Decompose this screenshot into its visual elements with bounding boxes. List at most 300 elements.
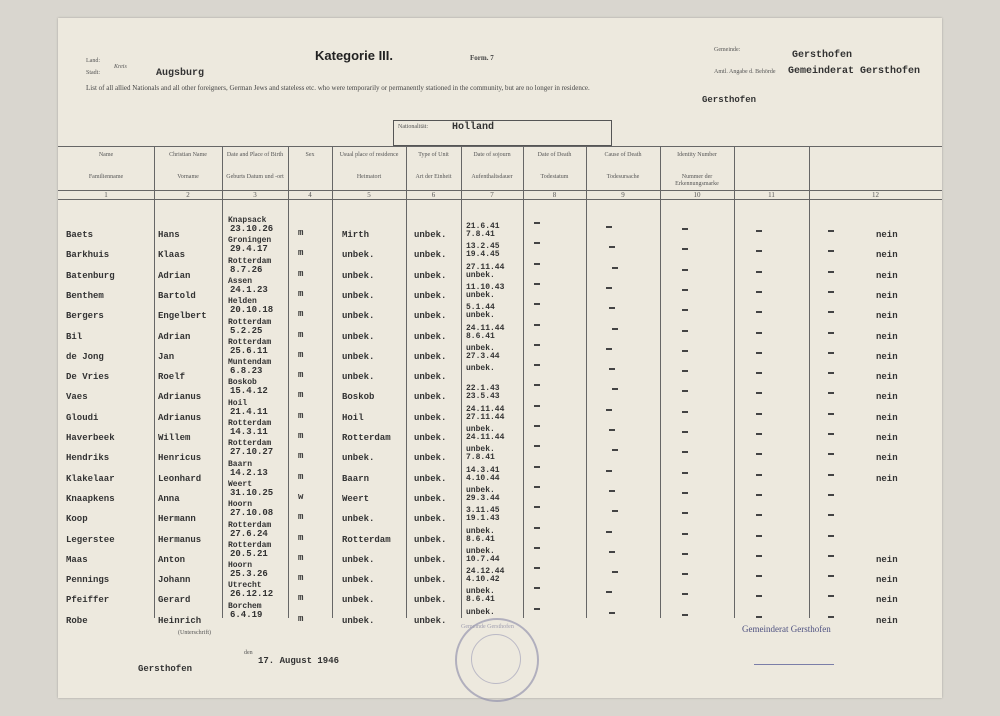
row-sojourn-from: unbek.	[466, 445, 495, 455]
column-header-en: Identity Number	[677, 152, 717, 158]
row-name: De Vries	[66, 372, 110, 383]
dash-mark	[756, 230, 762, 232]
row-residence: Hoil	[342, 412, 364, 423]
row-unit: unbek.	[414, 554, 447, 565]
row-sojourn-to: 19.4.45	[466, 250, 500, 260]
row-vorname: Hermann	[158, 514, 196, 525]
row-birth-date: 27.6.24	[230, 528, 268, 539]
row-sojourn-to: 4.10.42	[466, 575, 500, 585]
row-sex: m	[298, 573, 304, 584]
row-unit: unbek.	[414, 433, 447, 443]
row-sex: m	[298, 329, 304, 340]
dash-mark	[682, 512, 688, 514]
row-residence: Weert	[342, 493, 370, 504]
row-effects: nein	[876, 250, 898, 261]
row-name: Gloudi	[66, 412, 99, 423]
row-sex: m	[298, 390, 304, 401]
column-number: 1	[104, 191, 108, 199]
row-birth-place: Hoorn	[228, 500, 253, 510]
row-birth-date: 6.4.19	[230, 609, 263, 620]
row-name: Robe	[66, 615, 88, 626]
signature-label: Gemeinderat Gersthofen	[742, 624, 831, 634]
column-header-en: Date of sojourn	[473, 152, 511, 158]
row-birth-date: 15.4.12	[230, 386, 268, 397]
dash-mark	[828, 555, 834, 557]
dash-mark	[828, 575, 834, 577]
column-header-en: Type of Unit	[418, 152, 449, 158]
row-residence: unbek.	[342, 270, 375, 281]
row-sex: m	[298, 370, 304, 381]
kreis-label: Kreis	[114, 64, 127, 70]
row-birth-date: 25.3.26	[230, 569, 268, 580]
dash-mark	[828, 352, 834, 354]
row-residence: unbek.	[342, 575, 375, 586]
row-residence: unbek.	[342, 290, 375, 301]
intro-english: List of all allied Nationals and all other foreigners, German Jews and stateless etc. who were temporarily or permanently stationed in the community, but are no longer in residence.	[86, 84, 590, 92]
row-unit: unbek.	[414, 615, 447, 626]
row-birth-date: 14.2.13	[230, 467, 268, 478]
row-sojourn-to: unbek.	[466, 270, 495, 280]
row-sojourn-from: unbek.	[466, 546, 495, 556]
row-residence: unbek.	[342, 514, 375, 525]
row-residence: Rotterdam	[342, 534, 391, 545]
row-sex: m	[298, 593, 304, 604]
row-name: Vaes	[66, 392, 88, 403]
row-sex: m	[298, 410, 304, 421]
dash-mark	[682, 614, 688, 616]
footer-date: 17. August 1946	[258, 656, 340, 666]
dash-mark	[609, 307, 615, 309]
dash-mark	[756, 474, 762, 476]
dash-mark	[682, 593, 688, 595]
row-sojourn-from: 13.2.45	[466, 242, 500, 252]
row-vorname: Jan	[158, 351, 175, 362]
land-label: Land:	[86, 58, 100, 64]
column-header-de: Art der Einheit	[415, 174, 452, 180]
row-birth-place: Rotterdam	[228, 317, 272, 327]
row-sex: m	[298, 288, 304, 299]
row-effects: nein	[876, 453, 898, 464]
dash-mark	[828, 474, 834, 476]
dash-mark	[756, 250, 762, 252]
column-number: 3	[253, 191, 257, 199]
row-birth-date: 26.12.12	[230, 589, 274, 600]
dash-mark	[612, 328, 618, 330]
dash-mark	[534, 405, 540, 407]
row-vorname: Heinrich	[158, 615, 202, 626]
dash-mark	[609, 429, 615, 431]
den-label: den	[244, 650, 253, 656]
dash-mark	[606, 409, 612, 411]
row-birth-place: Borchem	[228, 601, 262, 611]
row-residence: unbek.	[342, 615, 375, 626]
row-vorname: Bartold	[158, 290, 196, 301]
row-vorname: Anna	[158, 493, 180, 504]
dash-mark	[682, 309, 688, 311]
row-sojourn-from: 24.12.44	[466, 567, 505, 577]
row-sojourn-from: 3.11.45	[466, 506, 500, 516]
row-name: Baets	[66, 230, 94, 240]
row-birth-date: 31.10.25	[230, 487, 274, 498]
column-header-en: Date of Death	[537, 152, 572, 158]
row-sojourn-to: 4.10.44	[466, 473, 500, 483]
row-vorname: Leonhard	[158, 473, 202, 484]
row-sojourn-to: 7.8.41	[466, 453, 495, 463]
dash-mark	[756, 494, 762, 496]
row-sojourn-from: 24.11.44	[466, 323, 505, 333]
row-effects: nein	[876, 392, 898, 403]
row-vorname: Klaas	[158, 250, 186, 261]
unterschrift-label: (Unterschrift)	[178, 630, 211, 636]
row-residence: unbek.	[342, 250, 375, 261]
row-unit: unbek.	[414, 595, 447, 606]
row-unit: unbek.	[414, 514, 447, 525]
dash-mark	[534, 486, 540, 488]
row-sojourn-to: 23.5.43	[466, 392, 500, 402]
row-effects: nein	[876, 331, 898, 342]
document-sheet	[58, 18, 942, 698]
dash-mark	[682, 350, 688, 352]
row-birth-date: 14.3.11	[230, 427, 268, 437]
row-name: de Jong	[66, 351, 104, 362]
row-name: Pfeiffer	[66, 595, 110, 606]
stamp-text: Gemeinde Gersthofen	[461, 624, 514, 630]
row-sojourn-from: 27.11.44	[466, 262, 505, 272]
row-unit: unbek.	[414, 412, 447, 423]
row-birth-date: 25.6.11	[230, 345, 268, 356]
row-residence: unbek.	[342, 331, 375, 342]
dash-mark	[756, 352, 762, 354]
row-sojourn-from: unbek.	[466, 526, 495, 536]
dash-mark	[534, 222, 540, 224]
dash-mark	[534, 263, 540, 265]
dash-mark	[756, 616, 762, 618]
row-birth-place: Weert	[228, 479, 253, 489]
dash-mark	[609, 490, 615, 492]
row-vorname: Adrianus	[158, 392, 202, 403]
column-number: 4	[308, 191, 312, 199]
column-number: 5	[367, 191, 371, 199]
dash-mark	[756, 433, 762, 435]
row-sojourn-from: 11.10.43	[466, 282, 505, 292]
column-number: 9	[621, 191, 625, 199]
dash-mark	[828, 413, 834, 415]
dash-mark	[534, 527, 540, 529]
row-vorname: Anton	[158, 554, 186, 565]
stadt-value: Augsburg	[156, 68, 205, 79]
column-header-en: Cause of Death	[604, 152, 642, 158]
column-header-de: Familienname	[88, 174, 124, 180]
row-birth-place: Hoil	[228, 398, 248, 408]
column-number: 10	[693, 191, 701, 199]
row-sex: m	[298, 471, 304, 482]
dash-mark	[609, 612, 615, 614]
nationality-value: Holland	[452, 122, 495, 133]
dash-mark	[828, 433, 834, 435]
dash-mark	[756, 555, 762, 557]
row-sojourn-from: 22.1.43	[466, 384, 500, 394]
dash-mark	[682, 411, 688, 413]
row-unit: unbek.	[414, 311, 447, 322]
dash-mark	[682, 431, 688, 433]
row-name: Koop	[66, 514, 88, 525]
column-header-de: Geburts Datum und -ort	[226, 174, 284, 180]
footer-place: Gersthofen	[138, 664, 193, 674]
row-birth-date: 20.5.21	[230, 548, 268, 559]
dash-mark	[612, 267, 618, 269]
row-vorname: Gerard	[158, 595, 191, 606]
column-header-en: Name	[98, 152, 114, 158]
row-sojourn-to: unbek.	[466, 290, 495, 300]
dash-mark	[756, 372, 762, 374]
row-effects: nein	[876, 372, 898, 383]
row-residence: Mirth	[342, 230, 370, 240]
row-birth-place: Helden	[228, 297, 257, 307]
dash-mark	[828, 494, 834, 496]
dash-mark	[534, 547, 540, 549]
row-unit: unbek.	[414, 290, 447, 301]
column-number: 7	[490, 191, 494, 199]
row-birth-place: Rotterdam	[228, 256, 272, 266]
dash-mark	[606, 531, 612, 533]
row-unit: unbek.	[414, 453, 447, 464]
dash-mark	[606, 470, 612, 472]
dash-mark	[828, 535, 834, 537]
row-birth-date: 24.1.23	[230, 284, 268, 295]
dash-mark	[682, 390, 688, 392]
row-unit: unbek.	[414, 331, 447, 342]
row-sex: m	[298, 613, 304, 624]
behoerde-value: Gemeinderat Gersthofen	[788, 66, 921, 77]
dash-mark	[756, 535, 762, 537]
row-birth-date: 21.4.11	[230, 406, 268, 417]
dash-mark	[606, 226, 612, 228]
row-sojourn-from: unbek.	[466, 425, 495, 434]
row-name: Legerstee	[66, 534, 115, 545]
column-number: 12	[872, 191, 879, 199]
row-birth-place: Rotterdam	[228, 419, 272, 428]
dash-mark	[682, 269, 688, 271]
row-sojourn-from: 24.11.44	[466, 404, 505, 414]
dash-mark	[534, 344, 540, 346]
row-sex: m	[298, 268, 304, 279]
dash-mark	[682, 248, 688, 250]
dash-mark	[828, 514, 834, 516]
dash-mark	[606, 287, 612, 289]
row-birth-date: 8.7.26	[230, 264, 263, 275]
row-unit: unbek.	[414, 230, 447, 240]
row-sex: m	[298, 451, 304, 462]
form-number: Form. 7	[470, 54, 494, 62]
row-vorname: Willem	[158, 433, 191, 443]
dash-mark	[534, 324, 540, 326]
row-residence: unbek.	[342, 372, 375, 383]
row-sojourn-from: 5.1.44	[466, 303, 495, 313]
dash-mark	[534, 364, 540, 366]
dash-mark	[828, 453, 834, 455]
row-unit: unbek.	[414, 351, 447, 362]
dash-mark	[612, 449, 618, 451]
row-sojourn-to: 8.6.41	[466, 595, 495, 605]
row-sojourn-to: 8.6.41	[466, 331, 495, 341]
row-birth-place: Boskob	[228, 378, 257, 388]
row-effects: nein	[876, 290, 898, 301]
dash-mark	[756, 575, 762, 577]
row-vorname: Engelbert	[158, 311, 207, 322]
dash-mark	[534, 466, 540, 468]
row-sex: m	[298, 309, 304, 320]
row-residence: unbek.	[342, 554, 375, 565]
dash-mark	[534, 608, 540, 610]
signature	[754, 650, 834, 665]
dash-mark	[534, 303, 540, 305]
dash-mark	[609, 551, 615, 553]
row-birth-date: 23.10.26	[230, 224, 274, 234]
row-effects: nein	[876, 230, 898, 240]
dash-mark	[756, 514, 762, 516]
row-birth-date: 29.4.17	[230, 244, 268, 255]
row-effects: nein	[876, 412, 898, 423]
row-residence: unbek.	[342, 311, 375, 322]
column-header-de: Aufenthaltsdauer	[471, 174, 513, 180]
dash-mark	[682, 370, 688, 372]
row-sojourn-from: unbek.	[466, 607, 495, 617]
row-name: Bergers	[66, 311, 104, 322]
row-name: Pennings	[66, 575, 110, 586]
behoerde-label: Amtl. Angabe d. Behörde	[714, 69, 776, 75]
row-sex: m	[298, 532, 304, 543]
row-name: Klakelaar	[66, 473, 115, 484]
row-name: Knaapkens	[66, 493, 115, 504]
column-header-en: Usual place of residence	[339, 152, 399, 158]
row-birth-date: 5.2.25	[230, 325, 263, 336]
dash-mark	[682, 533, 688, 535]
dash-mark	[612, 388, 618, 390]
nationality-box	[393, 120, 612, 146]
row-effects: nein	[876, 595, 898, 606]
row-residence: unbek.	[342, 595, 375, 606]
dash-mark	[828, 595, 834, 597]
dash-mark	[828, 291, 834, 293]
intro-place: Gersthofen	[702, 95, 757, 105]
row-vorname: Johann	[158, 575, 191, 586]
dash-mark	[606, 348, 612, 350]
row-sojourn-to: 24.11.44	[466, 433, 505, 442]
row-sojourn-to: 7.8.41	[466, 230, 495, 239]
official-stamp	[455, 618, 539, 702]
dash-mark	[612, 571, 618, 573]
row-birth-place: Utrecht	[228, 581, 262, 591]
dash-mark	[828, 250, 834, 252]
row-name: Benthem	[66, 290, 104, 301]
row-sojourn-to: 19.1.43	[466, 514, 500, 524]
dash-mark	[534, 506, 540, 508]
row-sex: m	[298, 512, 304, 523]
dash-mark	[756, 311, 762, 313]
column-header-en: Sex	[305, 152, 315, 158]
dash-mark	[828, 230, 834, 232]
row-sex: m	[298, 431, 304, 441]
column-header-de: Vorname	[177, 174, 199, 180]
row-unit: unbek.	[414, 392, 447, 403]
row-birth-place: Rotterdam	[228, 337, 272, 347]
row-vorname: Adrianus	[158, 412, 202, 423]
row-unit: unbek.	[414, 473, 447, 484]
row-birth-place: Assen	[228, 276, 253, 286]
dash-mark	[756, 453, 762, 455]
row-sojourn-to: 10.7.44	[466, 554, 500, 564]
row-effects: nein	[876, 433, 898, 443]
row-vorname: Roelf	[158, 372, 186, 383]
row-birth-date: 20.10.18	[230, 305, 274, 316]
row-name: Batenburg	[66, 270, 115, 281]
row-birth-place: Knapsack	[228, 216, 267, 225]
row-birth-date: 27.10.27	[230, 447, 274, 458]
dash-mark	[682, 451, 688, 453]
row-sojourn-from: unbek.	[466, 364, 495, 374]
dash-mark	[828, 271, 834, 273]
row-unit: unbek.	[414, 270, 447, 281]
dash-mark	[756, 595, 762, 597]
dash-mark	[534, 445, 540, 447]
dash-mark	[534, 242, 540, 244]
column-header-de: Todesursache	[606, 174, 640, 180]
row-name: Maas	[66, 554, 88, 565]
column-number: 8	[552, 191, 557, 199]
row-birth-date: 6.8.23	[230, 366, 263, 377]
dash-mark	[828, 616, 834, 618]
row-effects: nein	[876, 351, 898, 362]
dash-mark	[612, 510, 618, 512]
row-unit: unbek.	[414, 250, 447, 261]
dash-mark	[682, 289, 688, 291]
row-birth-place: Rotterdam	[228, 540, 272, 550]
column-header-de: Todestatum	[540, 174, 569, 180]
row-sex: m	[298, 228, 304, 238]
row-effects: nein	[876, 311, 898, 322]
row-birth-place: Hoorn	[228, 561, 253, 571]
dash-mark	[534, 587, 540, 589]
dash-mark	[682, 492, 688, 494]
stadt-label: Stadt:	[86, 70, 101, 76]
row-sex: m	[298, 248, 304, 259]
dash-mark	[682, 472, 688, 474]
row-sojourn-from: 14.3.41	[466, 465, 500, 475]
row-vorname: Hans	[158, 230, 180, 240]
column-header-de: Nummer der Erkennungsmarke	[675, 174, 719, 187]
row-sojourn-from: unbek.	[466, 343, 495, 353]
row-residence: Baarn	[342, 473, 370, 484]
row-effects: nein	[876, 615, 898, 626]
form-title: Kategorie III.	[315, 48, 394, 63]
row-birth-date: 27.10.08	[230, 508, 274, 519]
row-birth-place: Rotterdam	[228, 520, 272, 530]
column-number: 11	[768, 191, 775, 199]
dash-mark	[606, 591, 612, 593]
dash-mark	[534, 384, 540, 386]
row-unit: unbek.	[414, 493, 447, 504]
row-sojourn-to: unbek.	[466, 311, 495, 321]
column-header-de: Heimatort	[356, 174, 382, 180]
row-effects: nein	[876, 270, 898, 281]
row-residence: unbek.	[342, 453, 375, 464]
row-sojourn-to: 8.6.41	[466, 534, 495, 544]
row-birth-place: Rotterdam	[228, 439, 272, 449]
row-birth-place: Baarn	[228, 459, 253, 469]
row-vorname: Adrian	[158, 331, 191, 342]
row-sex: m	[298, 552, 304, 563]
row-vorname: Henricus	[158, 453, 202, 464]
